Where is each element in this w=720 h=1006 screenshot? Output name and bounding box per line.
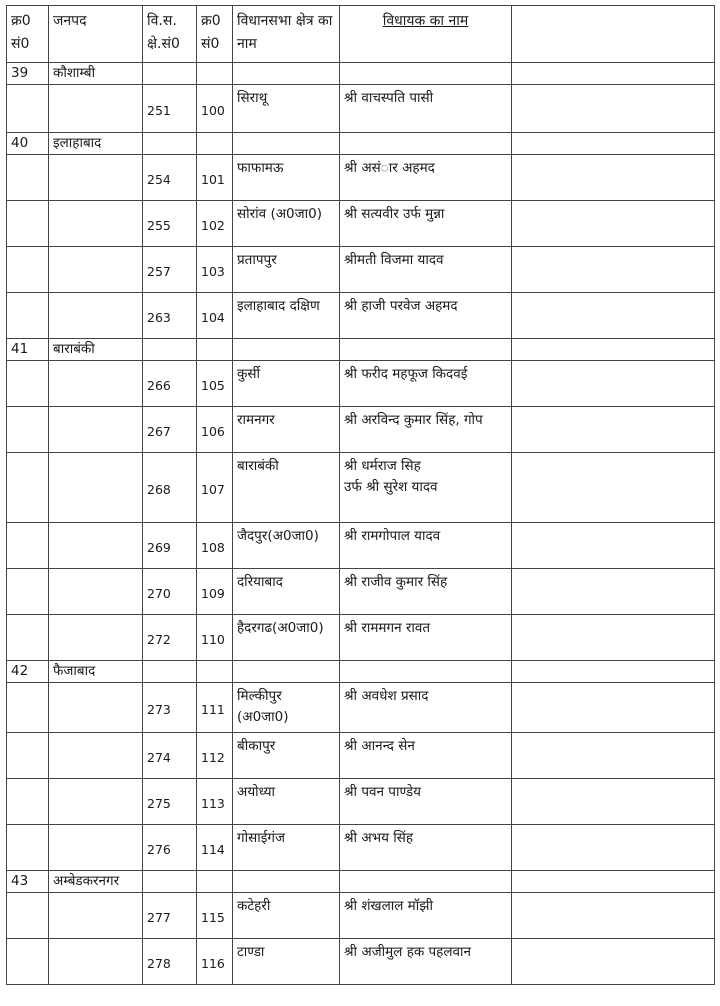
empty-cell <box>512 825 715 871</box>
empty-cell <box>512 133 715 155</box>
empty-cell <box>512 939 715 985</box>
table-row <box>7 683 715 733</box>
district-name: बाराबंकी <box>49 339 143 361</box>
district-sr-no: 43 <box>7 871 49 893</box>
empty-cell <box>512 615 715 661</box>
vidhan-sabha-no: 270 <box>143 569 197 615</box>
header-empty <box>512 6 715 63</box>
empty-cell <box>512 871 715 893</box>
table-row <box>7 779 715 825</box>
district-sr-no: 40 <box>7 133 49 155</box>
empty-cell <box>197 661 233 683</box>
empty-cell <box>512 523 715 569</box>
empty-cell <box>7 779 49 825</box>
empty-cell <box>143 661 197 683</box>
constituency-name: इलाहाबाद दक्षिण <box>233 293 340 339</box>
vidhan-sabha-no: 254 <box>143 155 197 201</box>
table-body <box>7 63 715 985</box>
empty-cell <box>7 201 49 247</box>
district-sr-no: 41 <box>7 339 49 361</box>
constituency-name: फाफामऊ <box>233 155 340 201</box>
mla-name: श्री पवन पाण्डेय <box>340 779 512 825</box>
mla-table <box>6 5 715 985</box>
seq-no: 101 <box>197 155 233 201</box>
seq-no: 111 <box>197 683 233 733</box>
seq-no: 114 <box>197 825 233 871</box>
seq-no: 113 <box>197 779 233 825</box>
empty-cell <box>512 569 715 615</box>
table-row <box>7 201 715 247</box>
mla-name: श्री रामगोपाल यादव <box>340 523 512 569</box>
table-row <box>7 569 715 615</box>
header-sr-no: क्र0 सं0 <box>7 6 49 63</box>
mla-name: श्री धर्मराज सिह उर्फ श्री सुरेश यादव <box>340 453 512 523</box>
district-sr-no: 42 <box>7 661 49 683</box>
district-row <box>7 339 715 361</box>
vidhan-sabha-no: 267 <box>143 407 197 453</box>
mla-name: श्री राममगन रावत <box>340 615 512 661</box>
seq-no: 105 <box>197 361 233 407</box>
empty-cell <box>7 733 49 779</box>
header-district: जनपद <box>49 6 143 63</box>
empty-cell <box>340 871 512 893</box>
empty-cell <box>49 779 143 825</box>
empty-cell <box>49 155 143 201</box>
empty-cell <box>340 133 512 155</box>
empty-cell <box>340 661 512 683</box>
header-row <box>7 6 715 63</box>
mla-name: श्री अवधेश प्रसाद <box>340 683 512 733</box>
empty-cell <box>7 155 49 201</box>
header-mla-name: विधायक का नाम <box>340 6 512 63</box>
empty-cell <box>512 733 715 779</box>
empty-cell <box>7 453 49 523</box>
constituency-name: हैदरगढ(अ0जा0) <box>233 615 340 661</box>
header-seq-no: क्र0 सं0 <box>197 6 233 63</box>
table-row <box>7 825 715 871</box>
mla-name: श्री राजीव कुमार सिंह <box>340 569 512 615</box>
empty-cell <box>49 569 143 615</box>
constituency-name: टाण्डा <box>233 939 340 985</box>
empty-cell <box>512 155 715 201</box>
empty-cell <box>233 339 340 361</box>
empty-cell <box>512 407 715 453</box>
seq-no: 110 <box>197 615 233 661</box>
constituency-name: सोरांव (अ0जा0) <box>233 201 340 247</box>
empty-cell <box>7 407 49 453</box>
empty-cell <box>512 339 715 361</box>
empty-cell <box>512 893 715 939</box>
empty-cell <box>233 133 340 155</box>
seq-no: 115 <box>197 893 233 939</box>
table-row <box>7 939 715 985</box>
empty-cell <box>143 339 197 361</box>
seq-no: 107 <box>197 453 233 523</box>
vidhan-sabha-no: 266 <box>143 361 197 407</box>
empty-cell <box>512 453 715 523</box>
empty-cell <box>512 247 715 293</box>
vidhan-sabha-no: 257 <box>143 247 197 293</box>
empty-cell <box>340 339 512 361</box>
empty-cell <box>49 201 143 247</box>
vidhan-sabha-no: 275 <box>143 779 197 825</box>
mla-name: श्री सत्यवीर उर्फ मुन्ना <box>340 201 512 247</box>
empty-cell <box>512 201 715 247</box>
constituency-name: सिराथू <box>233 85 340 133</box>
empty-cell <box>512 293 715 339</box>
empty-cell <box>49 615 143 661</box>
empty-cell <box>49 453 143 523</box>
vidhan-sabha-no: 272 <box>143 615 197 661</box>
district-sr-no: 39 <box>7 63 49 85</box>
vidhan-sabha-no: 255 <box>143 201 197 247</box>
empty-cell <box>7 293 49 339</box>
mla-name: श्रीमती विजमा यादव <box>340 247 512 293</box>
district-row <box>7 871 715 893</box>
table-row <box>7 361 715 407</box>
table-row <box>7 247 715 293</box>
constituency-name: रामनगर <box>233 407 340 453</box>
district-name: कौशाम्बी <box>49 63 143 85</box>
district-row <box>7 133 715 155</box>
empty-cell <box>197 133 233 155</box>
empty-cell <box>49 523 143 569</box>
empty-cell <box>7 893 49 939</box>
vidhan-sabha-no: 251 <box>143 85 197 133</box>
empty-cell <box>49 733 143 779</box>
district-row <box>7 63 715 85</box>
seq-no: 103 <box>197 247 233 293</box>
vidhan-sabha-no: 263 <box>143 293 197 339</box>
constituency-name: बाराबंकी <box>233 453 340 523</box>
seq-no: 106 <box>197 407 233 453</box>
seq-no: 102 <box>197 201 233 247</box>
district-name: इलाहाबाद <box>49 133 143 155</box>
empty-cell <box>512 361 715 407</box>
constituency-name: दरियाबाद <box>233 569 340 615</box>
seq-no: 108 <box>197 523 233 569</box>
constituency-name: अयोध्या <box>233 779 340 825</box>
vidhan-sabha-no: 278 <box>143 939 197 985</box>
empty-cell <box>49 825 143 871</box>
vidhan-sabha-no: 273 <box>143 683 197 733</box>
seq-no: 112 <box>197 733 233 779</box>
empty-cell <box>49 247 143 293</box>
constituency-name: गोसाईगंज <box>233 825 340 871</box>
district-name: फैजाबाद <box>49 661 143 683</box>
table-row <box>7 733 715 779</box>
mla-name: श्री आनन्द सेन <box>340 733 512 779</box>
table-row <box>7 615 715 661</box>
constituency-name: मिल्कीपुर (अ0जा0) <box>233 683 340 733</box>
vidhan-sabha-no: 277 <box>143 893 197 939</box>
header-constituency: विधानसभा क्षेत्र का नाम <box>233 6 340 63</box>
empty-cell <box>7 361 49 407</box>
empty-cell <box>512 661 715 683</box>
empty-cell <box>49 361 143 407</box>
table-row <box>7 155 715 201</box>
table-row <box>7 893 715 939</box>
empty-cell <box>143 133 197 155</box>
table-row <box>7 523 715 569</box>
empty-cell <box>233 871 340 893</box>
district-name: अम्बेडकरनगर <box>49 871 143 893</box>
empty-cell <box>49 85 143 133</box>
empty-cell <box>143 871 197 893</box>
empty-cell <box>49 293 143 339</box>
vidhan-sabha-no: 274 <box>143 733 197 779</box>
table-row <box>7 453 715 523</box>
empty-cell <box>7 569 49 615</box>
seq-no: 116 <box>197 939 233 985</box>
constituency-name: कटेहरी <box>233 893 340 939</box>
table-row <box>7 293 715 339</box>
empty-cell <box>49 939 143 985</box>
mla-name: श्री फरीद महफूज किदवई <box>340 361 512 407</box>
empty-cell <box>7 615 49 661</box>
empty-cell <box>512 85 715 133</box>
constituency-name: कुर्सी <box>233 361 340 407</box>
district-row <box>7 661 715 683</box>
mla-name: श्री असंार अहमद <box>340 155 512 201</box>
constituency-name: बीकापुर <box>233 733 340 779</box>
empty-cell <box>7 523 49 569</box>
empty-cell <box>233 63 340 85</box>
vidhan-sabha-no: 269 <box>143 523 197 569</box>
seq-no: 109 <box>197 569 233 615</box>
empty-cell <box>7 683 49 733</box>
seq-no: 100 <box>197 85 233 133</box>
empty-cell <box>512 683 715 733</box>
empty-cell <box>512 779 715 825</box>
header-vidhan-sabha-no: वि.स. क्षे.सं0 <box>143 6 197 63</box>
constituency-name: प्रतापपुर <box>233 247 340 293</box>
empty-cell <box>143 63 197 85</box>
mla-name: श्री शंखलाल मॉझी <box>340 893 512 939</box>
mla-name: श्री हाजी परवेज अहमद <box>340 293 512 339</box>
empty-cell <box>197 339 233 361</box>
empty-cell <box>197 871 233 893</box>
table-row <box>7 407 715 453</box>
mla-name: श्री अजीमुल हक पहलवान <box>340 939 512 985</box>
seq-no: 104 <box>197 293 233 339</box>
empty-cell <box>7 247 49 293</box>
vidhan-sabha-no: 276 <box>143 825 197 871</box>
empty-cell <box>340 63 512 85</box>
mla-name: श्री अभय सिंह <box>340 825 512 871</box>
empty-cell <box>7 825 49 871</box>
mla-name: श्री वाचस्पति पासी <box>340 85 512 133</box>
empty-cell <box>197 63 233 85</box>
empty-cell <box>7 85 49 133</box>
empty-cell <box>512 63 715 85</box>
empty-cell <box>233 661 340 683</box>
empty-cell <box>7 939 49 985</box>
empty-cell <box>49 407 143 453</box>
empty-cell <box>49 683 143 733</box>
empty-cell <box>49 893 143 939</box>
vidhan-sabha-no: 268 <box>143 453 197 523</box>
mla-name: श्री अरविन्द कुमार सिंह, गोप <box>340 407 512 453</box>
table-row <box>7 85 715 133</box>
constituency-name: जैदपुर(अ0जा0) <box>233 523 340 569</box>
